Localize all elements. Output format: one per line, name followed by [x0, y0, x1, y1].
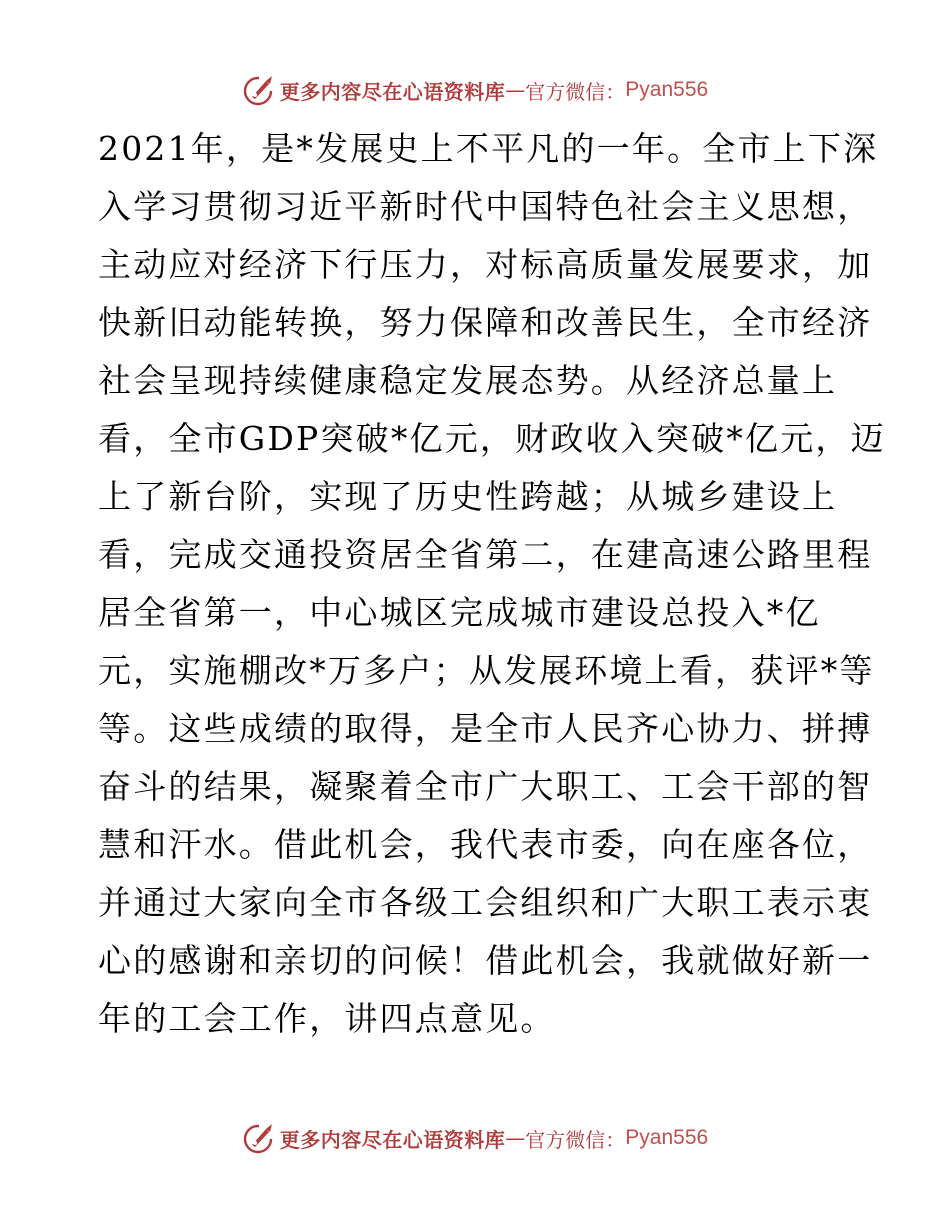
text-line: 快新旧动能转换，努力保障和改善民生，全市经济: [98, 303, 873, 342]
text-line: 并通过大家向全市各级工会组织和广大职工表示衷: [98, 883, 873, 922]
banner-wechat-label: 官方微信：: [525, 79, 626, 104]
text-line: 元，实施棚改*万多户；从发展环境上看，获评*等: [98, 651, 875, 690]
banner-wechat-id: Pyan556: [625, 1126, 709, 1149]
text-line: 入学习贯彻习近平新时代中国特色社会主义思想，: [98, 187, 873, 226]
text-line: 社会呈现持续健康稳定发展态势。从经济总量上: [98, 361, 838, 400]
text-line: 居全省第一，中心城区完成城市建设总投入*亿: [98, 593, 821, 632]
banner-title: 更多内容尽在心语资料库: [279, 79, 506, 104]
body-paragraph: [98, 120, 886, 1048]
footer-banner: [0, 1118, 950, 1158]
header-banner: [0, 70, 950, 110]
text-line: 心的感谢和亲切的问候！借此机会，我就做好新一: [98, 941, 873, 980]
text-line: 年的工会工作，讲四点意见。: [98, 999, 556, 1038]
quill-logo-icon: [242, 73, 276, 107]
text-line: 上了新台阶，实现了历史性跨越；从城乡建设上: [98, 477, 838, 516]
quill-logo-icon: [242, 1121, 276, 1155]
text-line: 看，完成交通投资居全省第二，在建高速公路里程: [98, 535, 873, 574]
banner-wechat-id: Pyan556: [625, 78, 709, 101]
banner-dash: —: [505, 78, 526, 102]
banner-dash: —: [505, 1126, 526, 1150]
text-line: 奋斗的结果，凝聚着全市广大职工、工会干部的智: [98, 767, 873, 806]
banner-wechat-label: 官方微信：: [525, 1127, 626, 1152]
text-line: 等。这些成绩的取得，是全市人民齐心协力、拼搏: [98, 709, 873, 748]
text-line: 2021年，是*发展史上不平凡的一年。全市上下深: [98, 129, 879, 168]
banner-title: 更多内容尽在心语资料库: [279, 1127, 506, 1152]
text-line: 看，全市GDP突破*亿元，财政收入突破*亿元，迈: [98, 419, 886, 458]
text-line: 慧和汗水。借此机会，我代表市委，向在座各位，: [98, 825, 873, 864]
text-line: 主动应对经济下行压力，对标高质量发展要求，加: [98, 245, 873, 284]
